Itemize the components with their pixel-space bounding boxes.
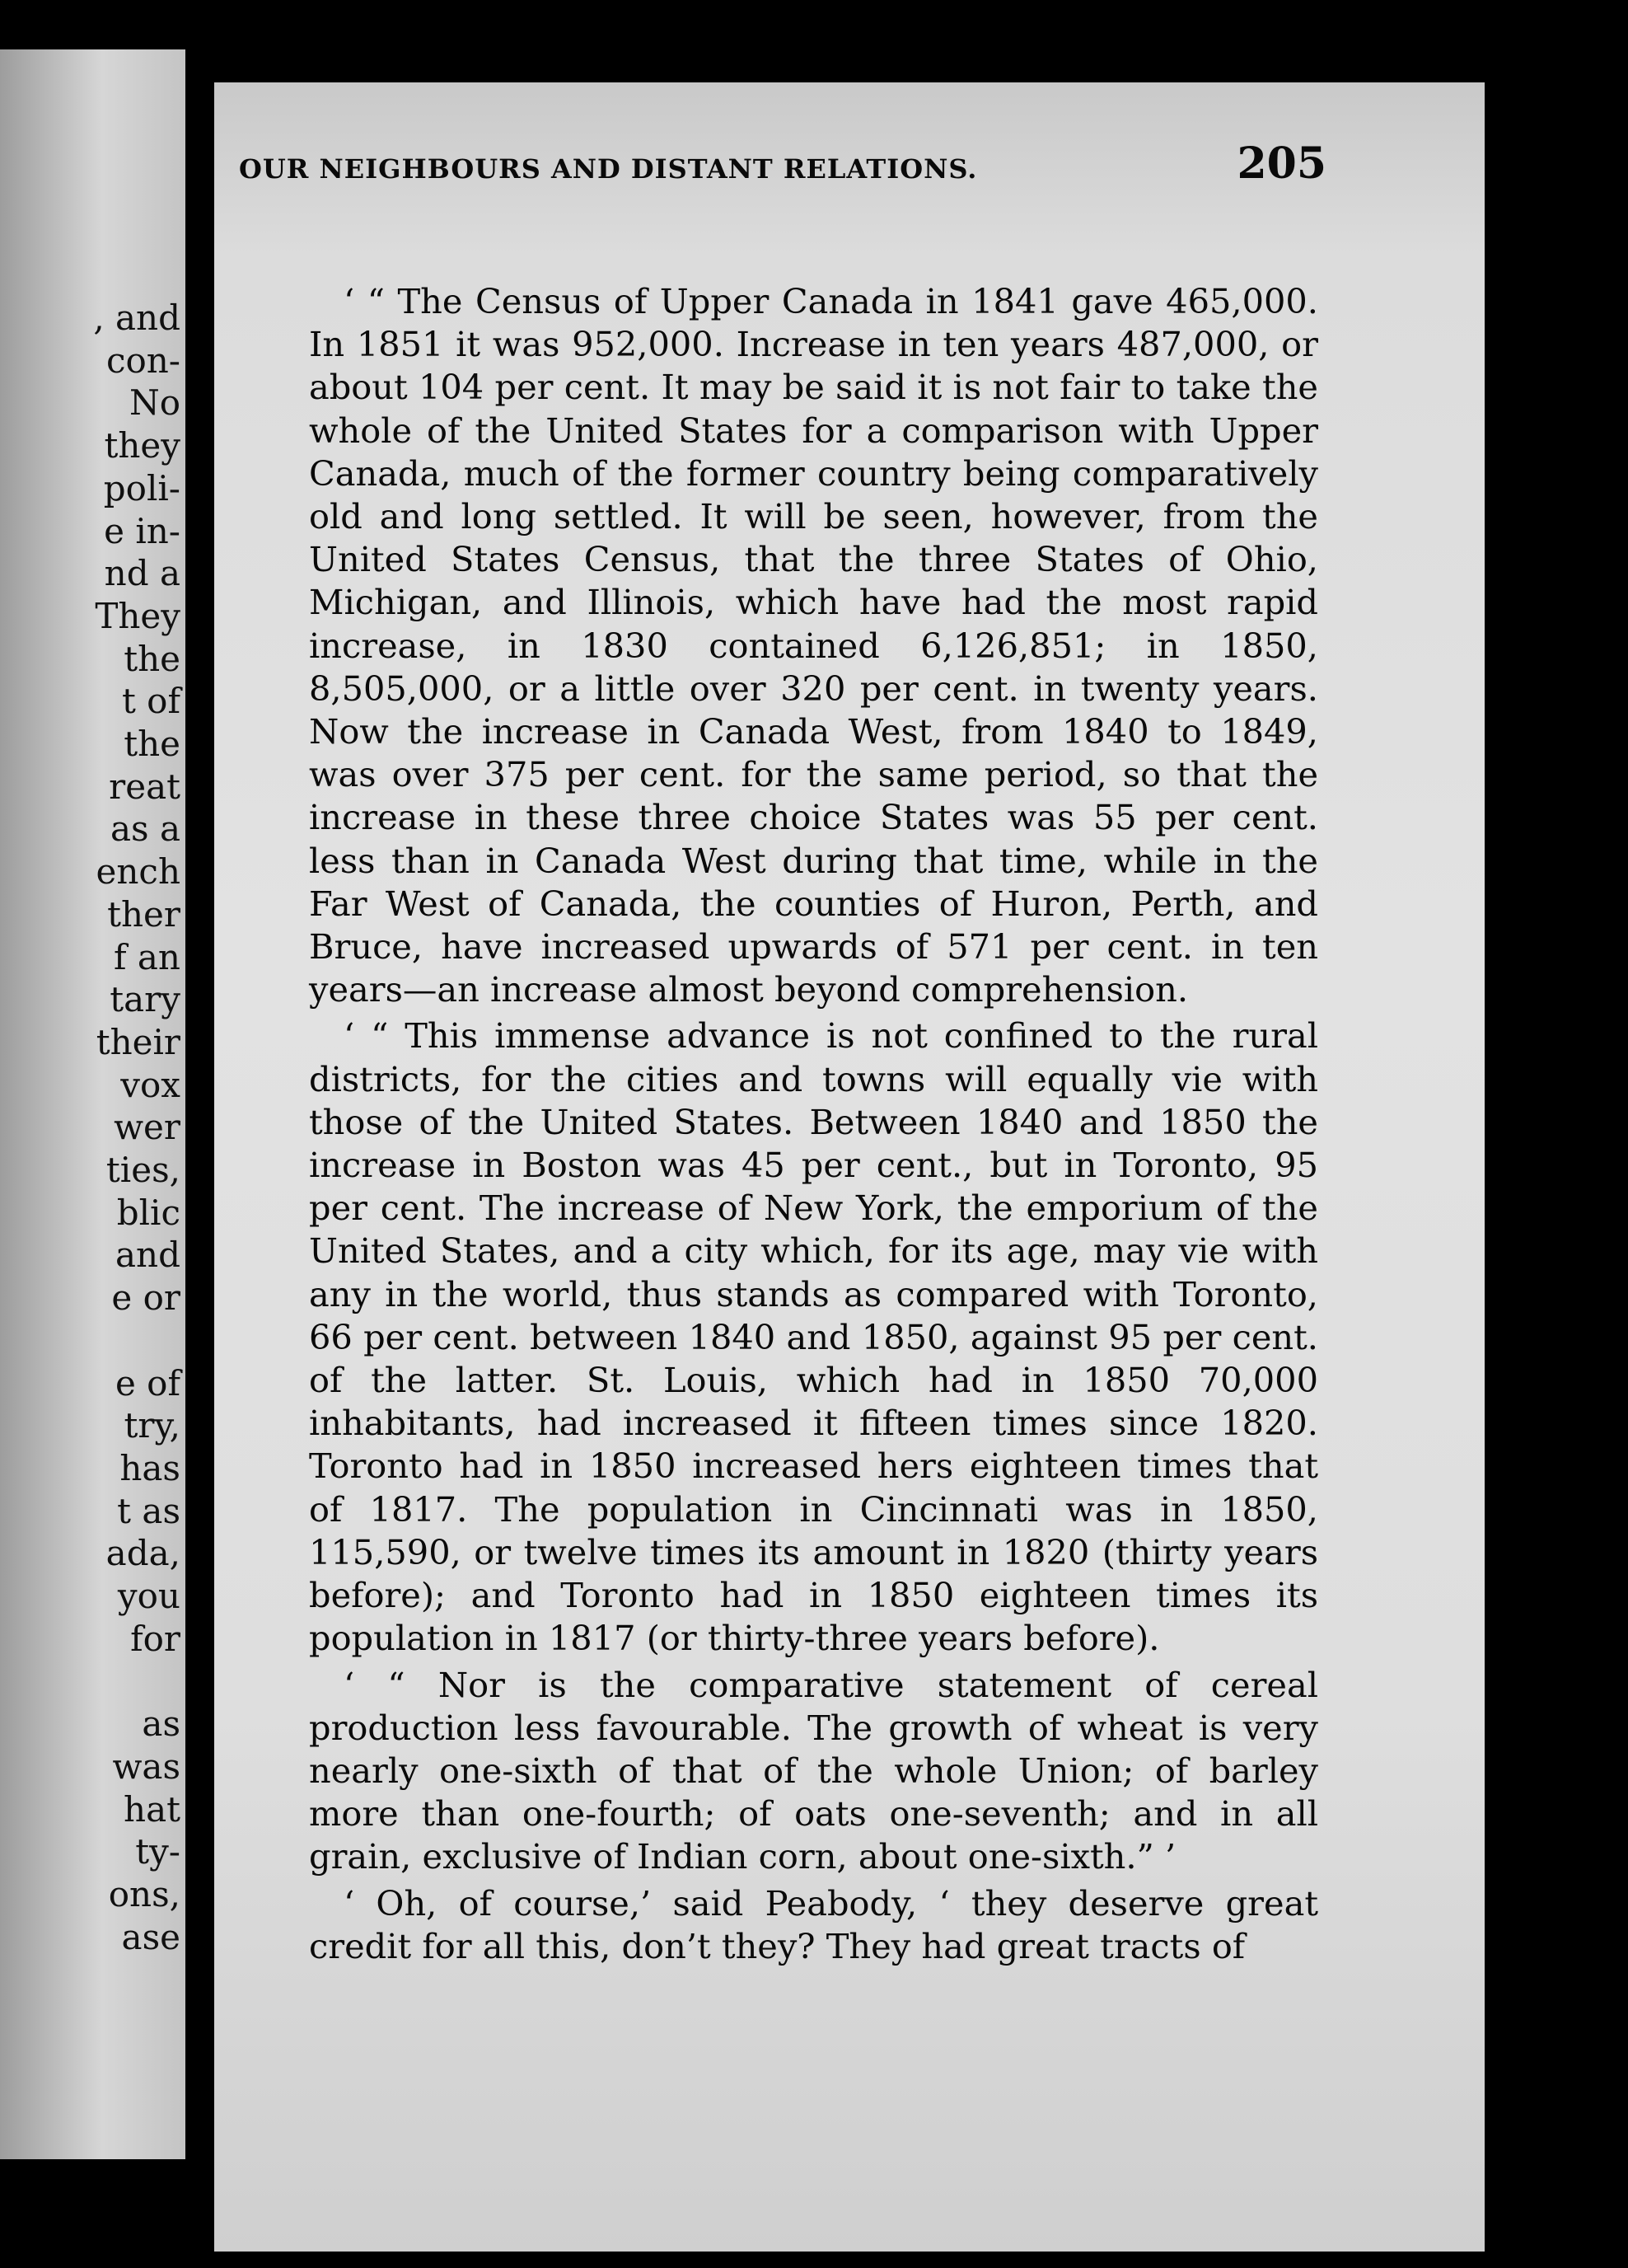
facing-page-fragment: the: [124, 724, 180, 765]
facing-page-fragment: nd a: [104, 553, 180, 594]
facing-page-fragment: No: [129, 382, 180, 424]
facing-page-fragment: ase: [121, 1916, 180, 1957]
facing-page-fragment: ther: [107, 893, 180, 935]
facing-page-fragment: They: [95, 595, 180, 636]
facing-page-fragment: try,: [124, 1405, 180, 1446]
facing-page-fragment: ty-: [135, 1831, 180, 1872]
paragraph: ‘ “ This immense advance is not confined to the rural districts, for the cities and towns will equally vie with those of the United States. Between 1840 and 1850 the increase in Boston was 45 per cent., but in Toronto, 95 per cent. The increase of New York, the emporium of the United States, and a city which, for its age, may vie with any in the world, thus stands as compared with Toronto, 66 per cent. between 1840 and 1850, against 95 per cent. of the latter. St. Louis, which had in 1850 70,000 inhabitants, had increased it fifteen times since 1820. Toronto had in 1850 increased hers eighteen times that of 1817. The population in Cincinnati was in 1850, 115,590, or twelve times its amount in 1820 (thirty years before); and Toronto had in 1850 eighteen times its population in 1817 (or thirty-three years before).: [309, 1015, 1318, 1659]
facing-page-fragment: and: [115, 1235, 180, 1276]
facing-page-fragment: as a: [110, 808, 180, 850]
facing-page-fragment: as: [142, 1703, 180, 1745]
binding-shadow-line: [202, 95, 214, 2155]
facing-page-fragment: was: [112, 1746, 180, 1787]
paragraph: ‘ “ Nor is the comparative statement of cereal production less favourable. The growth of wheat is very nearly one-sixth of that of the whole Union; of barley more than one-fourth; of oats one-seventh; and in all grain, exclusive of Indian corn, about one-sixth.” ’: [309, 1664, 1318, 1877]
facing-page-edge: [0, 49, 185, 2159]
facing-page-fragment: con-: [105, 340, 180, 381]
paragraph: ‘ Oh, of course,’ said Peabody, ‘ they deserve great credit for all this, don’t they? They had great tracts of: [309, 1882, 1318, 1966]
facing-page-fragment: ties,: [105, 1150, 180, 1191]
facing-page-fragment: you: [117, 1576, 180, 1617]
paragraph: ‘ “ The Census of Upper Canada in 1841 gave 465,000. In 1851 it was 952,000. Increase in ten years 487,000, or about 104 per cent. It may be said it is not fair to take the whole of the United States for a comparison with Upper Canada, much of the former country being comparatively old and long settled. It will be seen, however, from the United States Census, that the three States of Ohio, Michigan, and Illinois, which have had the most rapid increase, in 1830 contained 6,126,851; in 1850, 8,505,000, or a little over 320 per cent. in twenty years. Now the increase in Canada West, from 1840 to 1849, was over 375 per cent. for the same period, so that the increase in these three choice States was 55 per cent. less than in Canada West during that time, while in the Far West of Canada, the counties of Huron, Perth, and Bruce, have increased upwards of 571 per cent. in ten years—an increase almost beyond comprehension.: [309, 281, 1318, 1010]
facing-page-fragment: vox: [120, 1064, 180, 1105]
facing-page-fragment: for: [130, 1618, 180, 1659]
page-number: 205: [1237, 138, 1326, 189]
facing-page-fragment: has: [119, 1447, 180, 1488]
facing-page-fragment: poli-: [103, 467, 180, 508]
facing-page-fragment: hat: [124, 1788, 180, 1830]
facing-page-fragment: they: [104, 425, 180, 466]
facing-page-fragment: f an: [114, 936, 180, 977]
facing-page-fragment: [93, 1319, 180, 1362]
binding-gutter: [185, 0, 202, 2268]
facing-page-fragment: tary: [110, 979, 180, 1020]
body-text: [309, 280, 1318, 1968]
facing-page-fragment: the: [124, 638, 180, 679]
facing-page-fragment: e or: [111, 1277, 180, 1319]
facing-page-fragment: t as: [117, 1490, 180, 1531]
facing-page-fragment: their: [96, 1021, 180, 1062]
facing-page-fragment: wer: [114, 1107, 180, 1148]
running-title: OUR NEIGHBOURS AND DISTANT RELATIONS.: [239, 153, 978, 185]
facing-page-line-fragments: [93, 297, 180, 1958]
facing-page-fragment: reat: [109, 766, 180, 807]
facing-page-fragment: [93, 1661, 180, 1703]
facing-page-fragment: ons,: [108, 1874, 180, 1915]
facing-page-fragment: blic: [116, 1192, 180, 1233]
facing-page-fragment: ada,: [105, 1533, 180, 1574]
facing-page-fragment: e of: [115, 1362, 180, 1403]
facing-page-fragment: e in-: [104, 510, 180, 551]
facing-page-fragment: t of: [121, 681, 180, 722]
facing-page-fragment: , and: [93, 298, 180, 338]
facing-page-fragment: ench: [96, 851, 180, 893]
